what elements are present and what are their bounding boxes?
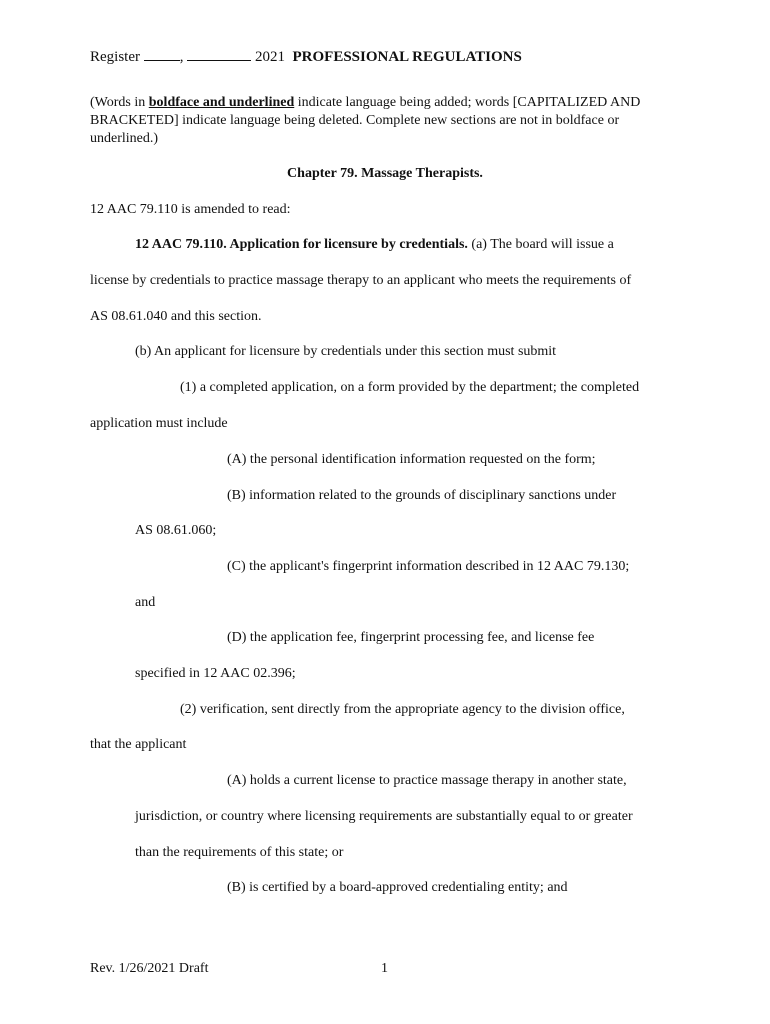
note-open: (Words in bbox=[90, 95, 149, 110]
note-rest: indicate language being added; words [CAPITALIZED AND BRACKETED] indicate language being deleted. Complete new sections are not in boldface or underlined.) bbox=[90, 95, 641, 146]
item-1-B-cont: AS 08.61.060; bbox=[135, 523, 217, 538]
register-label: Register bbox=[90, 49, 140, 65]
item-1-C: (C) the applicant's fingerprint information described in 12 AAC 79.130; bbox=[227, 559, 630, 574]
item-1-A: (A) the personal identification information requested on the form; bbox=[227, 452, 596, 467]
item-1-cont: application must include bbox=[90, 416, 228, 431]
footer-revision: Rev. 1/26/2021 Draft bbox=[90, 961, 209, 976]
item-2-B: (B) is certified by a board-approved credentialing entity; and bbox=[227, 880, 568, 895]
item-1-C-cont: and bbox=[135, 595, 156, 610]
page-number: 1 bbox=[381, 961, 388, 976]
register-comma: , bbox=[179, 49, 184, 65]
section-heading: 12 AAC 79.110. Application for licensure by credentials. bbox=[135, 237, 468, 252]
paragraph-b: (b) An applicant for licensure by credentials under this section must submit bbox=[135, 344, 557, 359]
register-year: 2021 bbox=[255, 49, 285, 65]
item-2-A-cont-1: jurisdiction, or country where licensing requirements are substantially equal to or greater bbox=[135, 809, 633, 824]
item-1-D-cont: specified in 12 AAC 02.396; bbox=[135, 666, 296, 681]
section-heading-line bbox=[135, 236, 614, 254]
section-line-2: license by credentials to practice massage therapy to an applicant who meets the requirements of bbox=[90, 273, 632, 288]
item-2-cont: that the applicant bbox=[90, 737, 187, 752]
chapter-title: Chapter 79. Massage Therapists. bbox=[287, 166, 483, 181]
page-header bbox=[90, 46, 522, 67]
note-bold-underlined: boldface and underlined bbox=[148, 95, 295, 110]
item-1: (1) a completed application, on a form provided by the department; the completed bbox=[180, 380, 640, 395]
page-title: PROFESSIONAL REGULATIONS bbox=[292, 49, 522, 65]
item-2-A-cont-2: than the requirements of this state; or bbox=[135, 845, 344, 860]
amend-intro: 12 AAC 79.110 is amended to read: bbox=[90, 202, 291, 217]
register-blank-1 bbox=[144, 46, 180, 61]
section-line1-rest: (a) The board will issue a bbox=[467, 237, 614, 252]
editorial-note bbox=[90, 94, 670, 148]
section-line-3: AS 08.61.040 and this section. bbox=[90, 309, 262, 324]
item-1-B: (B) information related to the grounds of disciplinary sanctions under bbox=[227, 488, 617, 503]
register-blank-2 bbox=[187, 46, 251, 61]
item-2-A: (A) holds a current license to practice massage therapy in another state, bbox=[227, 773, 627, 788]
item-2: (2) verification, sent directly from the appropriate agency to the division office, bbox=[180, 702, 625, 717]
item-1-D: (D) the application fee, fingerprint processing fee, and license fee bbox=[227, 630, 595, 645]
